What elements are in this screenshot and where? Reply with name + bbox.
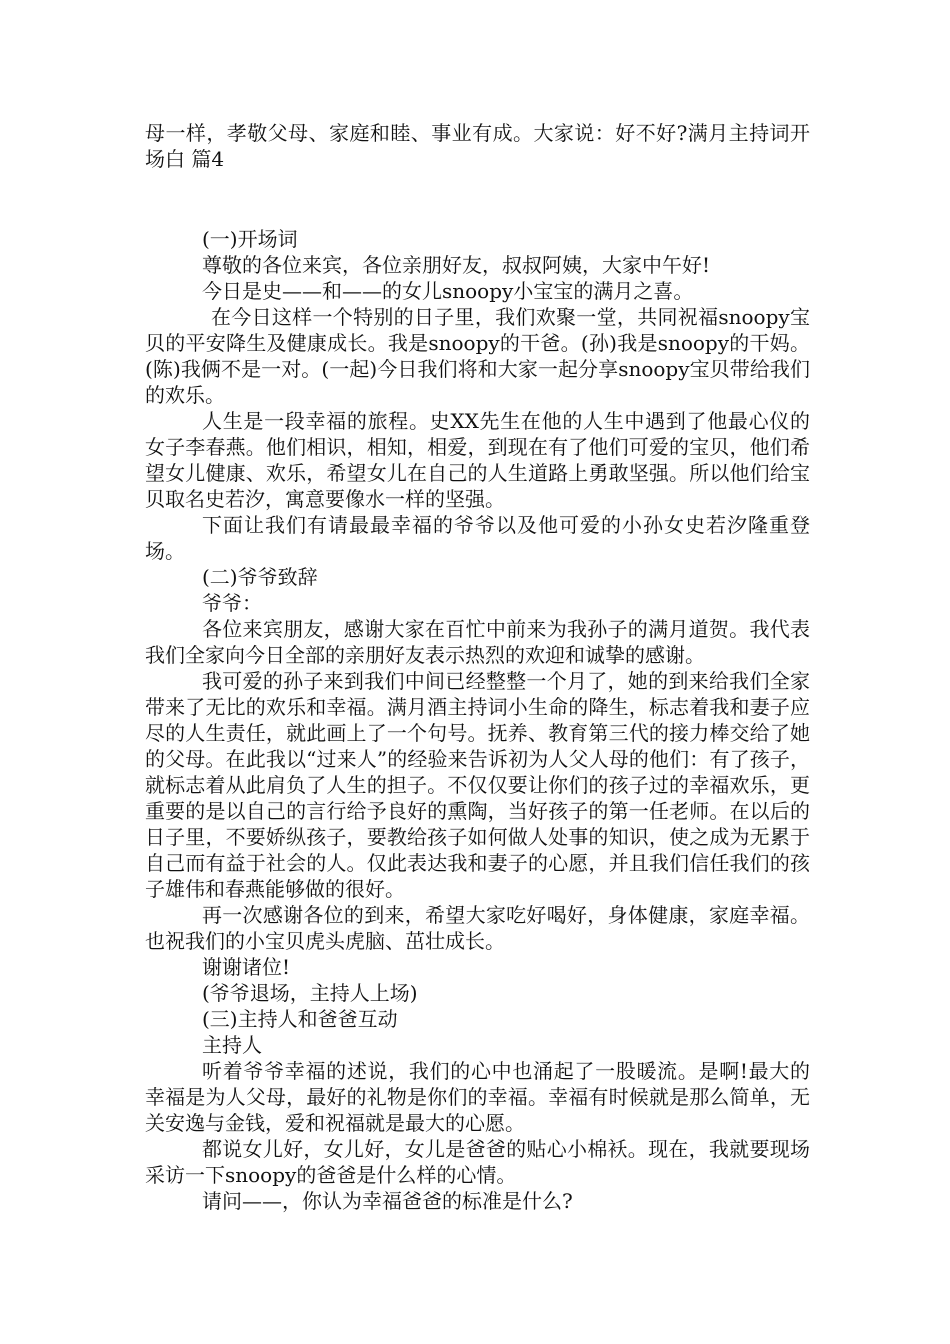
body-paragraph: 在今日这样一个特别的日子里，我们欢聚一堂，共同祝福snoopy宝贝的平安降生及健康成长。我是snoopy的干爸。(孙)我是snoopy的干妈。(陈)我俩不是一对。(一起)今日我们将和大家一起分享snoopy宝贝带给我们的欢乐。 bbox=[145, 305, 810, 407]
stage-direction: (爷爷退场，主持人上场) bbox=[202, 981, 418, 1005]
occasion-paragraph: 今日是史——和——的女儿snoopy小宝宝的满月之喜。 bbox=[202, 279, 694, 303]
thanks-line: 谢谢诸位! bbox=[202, 955, 291, 979]
body-paragraph: 人生是一段幸福的旅程。史XX先生在他的人生中遇到了他最心仪的女子李春燕。他们相识，相知，相爱，到现在有了他们可爱的宝贝，他们希望女儿健康、欢乐，希望女儿在自己的人生道路上勇敢坚强。所以他们给宝贝取名史若汐，寓意要像水一样的坚强。 bbox=[145, 409, 810, 511]
question-line: 请问——，你认为幸福爸爸的标准是什么? bbox=[202, 1189, 573, 1213]
body-paragraph: 都说女儿好，女儿好，女儿是爸爸的贴心小棉袄。现在，我就要现场采访一下snoopy的爸爸是什么样的心情。 bbox=[145, 1137, 810, 1187]
body-paragraph: 再一次感谢各位的到来，希望大家吃好喝好，身体健康，家庭幸福。也祝我们的小宝贝虎头虎脑、茁壮成长。 bbox=[145, 903, 810, 953]
body-paragraph: 我可爱的孙子来到我们中间已经整整一个月了，她的到来给我们全家带来了无比的欢乐和幸福。满月酒主持词小生命的降生，标志着我和妻子应尽的人生责任，就此画上了一个句号。抚养、教育第三代的接力棒交给了她的父母。在此我以“过来人”的经验来告诉初为人父人母的他们：有了孩子，就标志着从此肩负了人生的担子。不仅仅要让你们的孩子过的幸福欢乐，更重要的是以自己的言行给予良好的熏陶，当好孩子的第一任老师。在以后的日子里，不要娇纵孩子，要教给孩子如何做人处事的知识，使之成为无累于自己而有益于社会的人。仅此表达我和妻子的心愿，并且我们信任我们的孩子雄伟和春燕能够做的很好。 bbox=[145, 669, 810, 901]
speaker-label-grandpa: 爷爷： bbox=[202, 591, 262, 615]
section-heading-host: (三)主持人和爸爸互动 bbox=[202, 1007, 398, 1031]
greeting-paragraph: 尊敬的各位来宾，各位亲朋好友，叔叔阿姨，大家中午好! bbox=[202, 253, 711, 277]
section-heading-grandpa: (二)爷爷致辞 bbox=[202, 565, 318, 589]
document-page bbox=[145, 120, 810, 1214]
body-paragraph: 各位来宾朋友，感谢大家在百忙中前来为我孙子的满月道贺。我代表我们全家向今日全部的亲朋好友表示热烈的欢迎和诚挚的感谢。 bbox=[145, 617, 810, 667]
body-paragraph: 听着爷爷幸福的述说，我们的心中也涌起了一股暖流。是啊!最大的幸福是为人父母，最好的礼物是你们的幸福。幸福有时候就是那么简单，无关安逸与金钱，爱和祝福就是最大的心愿。 bbox=[145, 1059, 810, 1135]
speaker-label-host: 主持人 bbox=[202, 1033, 262, 1057]
lead-paragraph: 母一样，孝敬父母、家庭和睦、事业有成。大家说：好不好?满月主持词开场白 篇4 bbox=[145, 121, 810, 171]
body-paragraph: 下面让我们有请最最幸福的爷爷以及他可爱的小孙女史若汐隆重登场。 bbox=[145, 513, 810, 563]
section-heading-opening: (一)开场词 bbox=[202, 227, 298, 251]
